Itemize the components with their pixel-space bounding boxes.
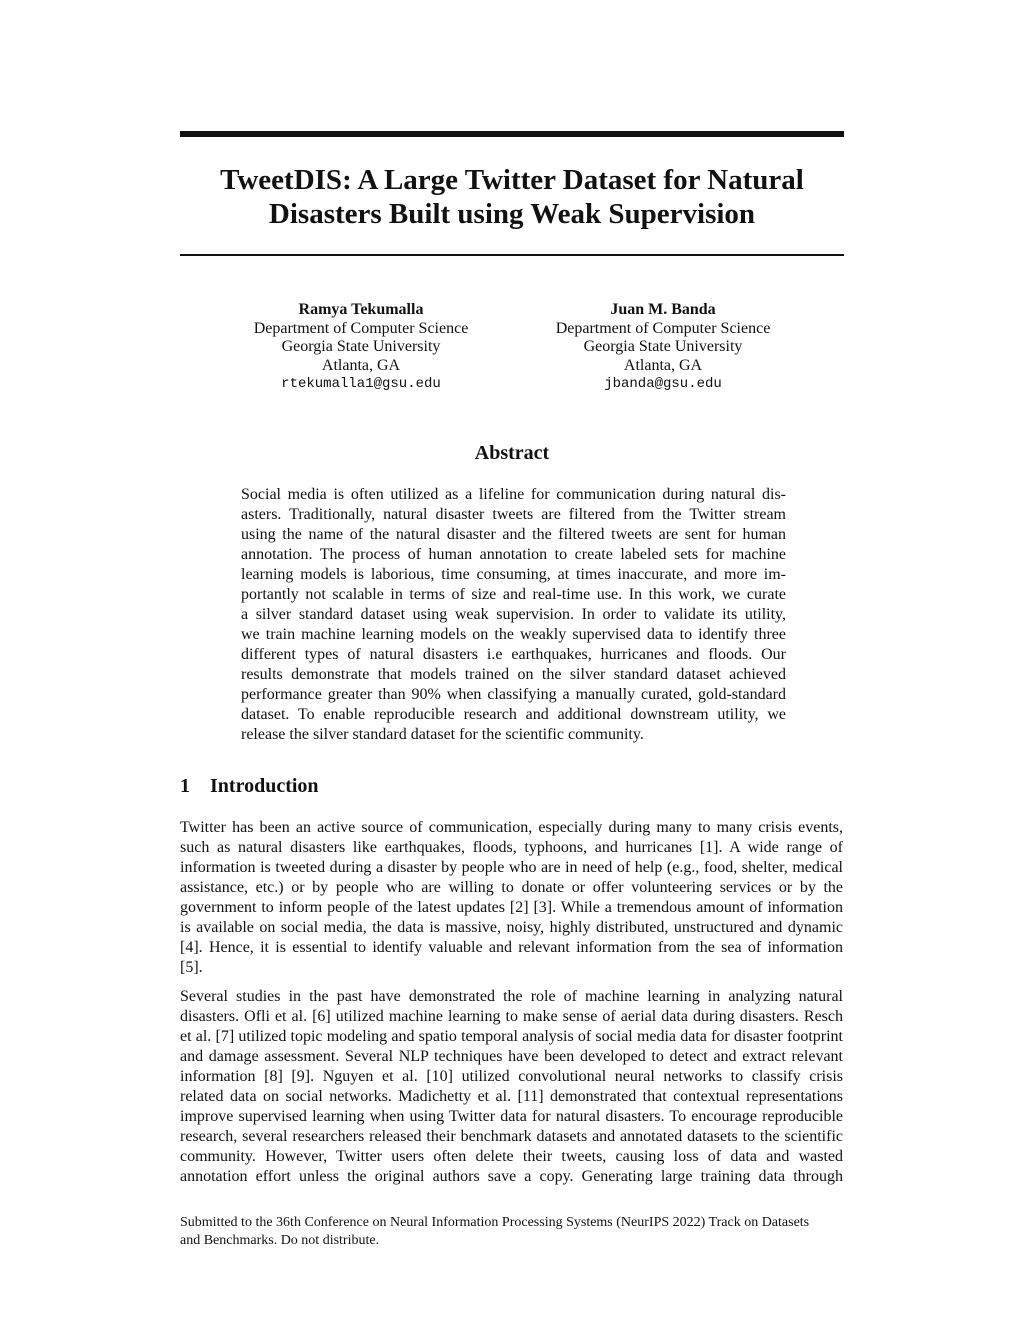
section-title: Introduction [210, 775, 319, 797]
body-paragraph [180, 987, 843, 1187]
paper-title [180, 163, 844, 231]
paragraph-line: annotation effort unless the original authors save a copy. Generating large training data through [180, 1168, 843, 1185]
abstract-line: annotation. The process of human annotation to create labeled sets for machine [241, 546, 786, 563]
author-block [513, 301, 813, 394]
section-heading [180, 774, 844, 798]
footnote-line: and Benchmarks. Do not distribute. [180, 1232, 380, 1248]
paragraph-line: such as natural disasters like earthquakes, floods, typhoons, and hurricanes [1]. A wide range of [180, 839, 843, 856]
paragraph-line: government to inform people of the latest updates [2] [3]. While a tremendous amount of information [180, 899, 843, 916]
abstract-line: results demonstrate that models trained on the silver standard dataset achieved [241, 666, 786, 683]
author-name: Ramya Tekumalla [298, 301, 424, 318]
author-department: Department of Computer Science [555, 319, 771, 337]
author-email: jbanda@gsu.edu [604, 376, 722, 392]
abstract-line: a silver standard dataset using weak supervision. In order to validate its utility, [241, 606, 786, 623]
body-paragraph [180, 818, 843, 978]
author-location: Atlanta, GA [321, 356, 401, 374]
paragraph-line: community. However, Twitter users often delete their tweets, causing loss of data and wasted [180, 1148, 843, 1165]
abstract-body [241, 485, 786, 745]
abstract-line: asters. Traditionally, natural disaster tweets are filtered from the Twitter stream [241, 506, 786, 523]
abstract-line: Social media is often utilized as a lifeline for communication during natural dis- [241, 486, 786, 503]
author-university: Georgia State University [281, 338, 441, 355]
paragraph-line: disasters. Ofli et al. [6] utilized machine learning to make sense of aerial data during disasters. Resch [180, 1008, 843, 1025]
author-location: Atlanta, GA [623, 356, 703, 374]
paragraph-line: improve supervised learning when using Twitter data for natural disasters. To encourage reproducible [180, 1108, 843, 1125]
paragraph-line: [5]. [180, 959, 203, 976]
paragraph-line: et al. [7] utilized topic modeling and spatio temporal analysis of social media data for disaster footprint [180, 1028, 843, 1045]
abstract-line: we train machine learning models on the weakly supervised data to identify three [241, 626, 786, 643]
footnote-line: Submitted to the 36th Conference on Neural Information Processing Systems (NeurIPS 2022) Track on Datasets [180, 1215, 810, 1230]
paragraph-line: Several studies in the past have demonstrated the role of machine learning in analyzing natural [180, 988, 843, 1005]
paragraph-line: [4]. Hence, it is essential to identify valuable and relevant information from the sea of information [180, 939, 843, 956]
author-university: Georgia State University [583, 338, 743, 355]
abstract-heading: Abstract [474, 442, 550, 464]
paragraph-line: related data on social networks. Madichetty et al. [11] demonstrated that contextual representations [180, 1088, 843, 1105]
author-name: Juan M. Banda [610, 301, 716, 318]
abstract-line: different types of natural disasters i.e earthquakes, hurricanes and floods. Our [241, 646, 786, 663]
author-email: rtekumalla1@gsu.edu [281, 376, 441, 392]
author-block [211, 301, 511, 394]
abstract-line: learning models is laborious, time consuming, at times inaccurate, and more im- [241, 566, 786, 583]
paragraph-line: Twitter has been an active source of communication, especially during many to many crisis events, [180, 819, 843, 836]
abstract-line: performance greater than 90% when classifying a manually curated, gold-standard [241, 686, 786, 703]
title-line: TweetDIS: A Large Twitter Dataset for Natural [220, 164, 804, 196]
section-number: 1 [180, 775, 190, 797]
abstract-line: release the silver standard dataset for the scientific community. [241, 726, 644, 743]
author-department: Department of Computer Science [253, 319, 469, 337]
paragraph-line: and damage assessment. Several NLP techniques have been developed to detect and extract relevant [180, 1048, 843, 1065]
paragraph-line: assistance, etc.) or by people who are willing to donate or offer volunteering services or by the [180, 879, 843, 896]
paragraph-line: information is tweeted during a disaster by people who are in need of help (e.g., food, shelter, medical [180, 859, 843, 876]
title-bottom-rule [180, 254, 844, 256]
abstract-line: portantly not scalable in terms of size and real-time use. In this work, we curate [241, 586, 786, 603]
abstract-line: dataset. To enable reproducible research and additional downstream utility, we [241, 706, 786, 723]
abstract-line: using the name of the natural disaster and the filtered tweets are sent for human [241, 526, 786, 543]
paragraph-line: information [8] [9]. Nguyen et al. [10] utilized convolutional neural networks to classify crisis [180, 1068, 843, 1085]
paragraph-line: is available on social media, the data is massive, noisy, highly distributed, unstructured and dynamic [180, 919, 843, 936]
title-top-rule [180, 131, 844, 137]
title-line: Disasters Built using Weak Supervision [268, 198, 756, 230]
paragraph-line: research, several researchers released their benchmark datasets and annotated datasets to the scientific [180, 1128, 843, 1145]
submission-footnote [180, 1214, 843, 1249]
